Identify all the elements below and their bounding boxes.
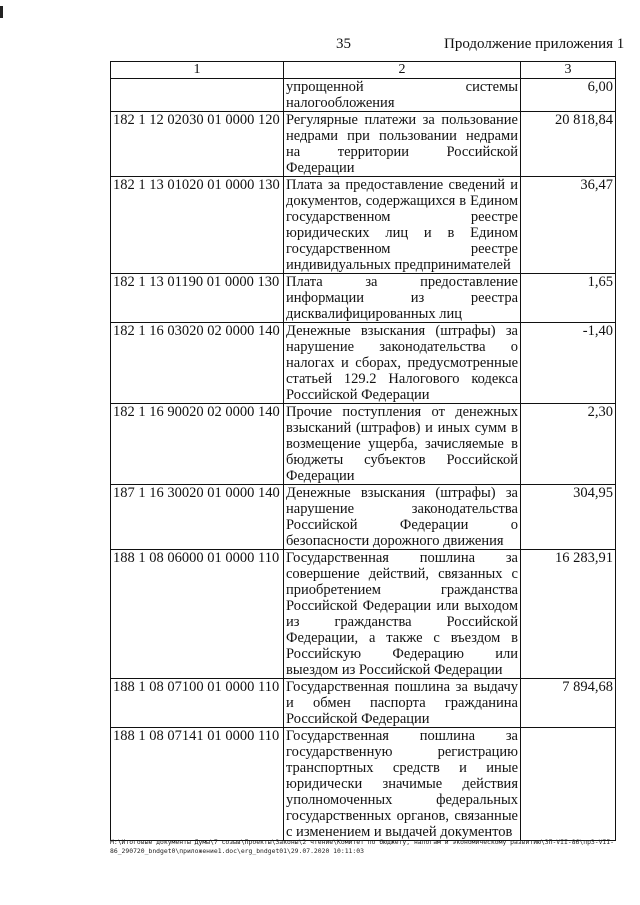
row-name: Денежные взыскания (штрафы) за нарушение законодательства о налогах и сборах, предусмотренные статьей 129.2 Налогового кодекса Российской Федерации (284, 323, 521, 404)
continuation-label: Продолжение приложения 1 (444, 36, 625, 52)
row-value: 6,00 (521, 79, 616, 112)
budget-table (110, 61, 616, 841)
row-name: Плата за предоставление сведений и документов, содержащихся в Едином государственном реестре юридических лиц и в Едином государственном реестре индивидуальных предпринимателей (284, 177, 521, 274)
table-row (111, 404, 616, 485)
row-code: 188 1 08 07100 01 0000 110 (111, 679, 284, 728)
row-code: 182 1 12 02030 01 0000 120 (111, 112, 284, 177)
table-header-row (111, 62, 616, 79)
row-value: 16 283,91 (521, 550, 616, 679)
row-name: Денежные взыскания (штрафы) за нарушение законодательства Российской Федерации о безопасности дорожного движения (284, 485, 521, 550)
row-name: Регулярные платежи за пользование недрами при пользовании недрами на территории Российской Федерации (284, 112, 521, 177)
row-code: 182 1 16 90020 02 0000 140 (111, 404, 284, 485)
row-value: 7 894,68 (521, 679, 616, 728)
row-name: Государственная пошлина за выдачу и обмен паспорта гражданина Российской Федерации (284, 679, 521, 728)
page-number: 35 (336, 36, 351, 52)
row-code: 182 1 13 01020 01 0000 130 (111, 177, 284, 274)
margin-mark (0, 6, 3, 18)
table-row (111, 323, 616, 404)
table-row (111, 112, 616, 177)
row-code: 188 1 08 07141 01 0000 110 (111, 728, 284, 841)
row-code: 182 1 13 01190 01 0000 130 (111, 274, 284, 323)
column-header-name: 2 (284, 62, 521, 79)
table-row (111, 728, 616, 841)
row-value: 2,30 (521, 404, 616, 485)
row-code: 187 1 16 30020 01 0000 140 (111, 485, 284, 550)
column-header-value: 3 (521, 62, 616, 79)
row-code: 188 1 08 06000 01 0000 110 (111, 550, 284, 679)
table-row (111, 485, 616, 550)
row-name: упрощенной системы налогообложения (284, 79, 521, 112)
table-row (111, 679, 616, 728)
row-value: 36,47 (521, 177, 616, 274)
row-value: 1,65 (521, 274, 616, 323)
table-row (111, 177, 616, 274)
row-value: -1,40 (521, 323, 616, 404)
row-value: 20 818,84 (521, 112, 616, 177)
row-value (521, 728, 616, 841)
row-name: Государственная пошлина за совершение действий, связанных с приобретением гражданства Российской Федерации или выходом из гражданства Российской Федерации, а также с въездом в Российскую Федерацию или выездом из Российской Федерации (284, 550, 521, 679)
row-code: 182 1 16 03020 02 0000 140 (111, 323, 284, 404)
row-name: Плата за предоставление информации из реестра дисквалифицированных лиц (284, 274, 521, 323)
row-code (111, 79, 284, 112)
table-row (111, 274, 616, 323)
row-name: Прочие поступления от денежных взысканий (штрафов) и иных сумм в возмещение ущерба, зачисляемые в бюджеты субъектов Российской Федерации (284, 404, 521, 485)
column-header-code: 1 (111, 62, 284, 79)
table-row (111, 550, 616, 679)
row-value: 304,95 (521, 485, 616, 550)
row-name: Государственная пошлина за государственную регистрацию транспортных средств и иные юридически значимые действия уполномоченных федеральных государственных органов, связанные с изменением и выдачей документов (284, 728, 521, 841)
file-path-footer: М:\Итоговые документы Думы\7 созыв\Проекты\Законы\2 чтение\Комитет по бюджету, налогам и экономическому развитию\ЗП-VII-86\пр3-VII-86_290720_bndget0\приложение1.doc\erg_bndget01\29.07.2020 10:11:03 (110, 838, 615, 855)
table-row (111, 79, 616, 112)
